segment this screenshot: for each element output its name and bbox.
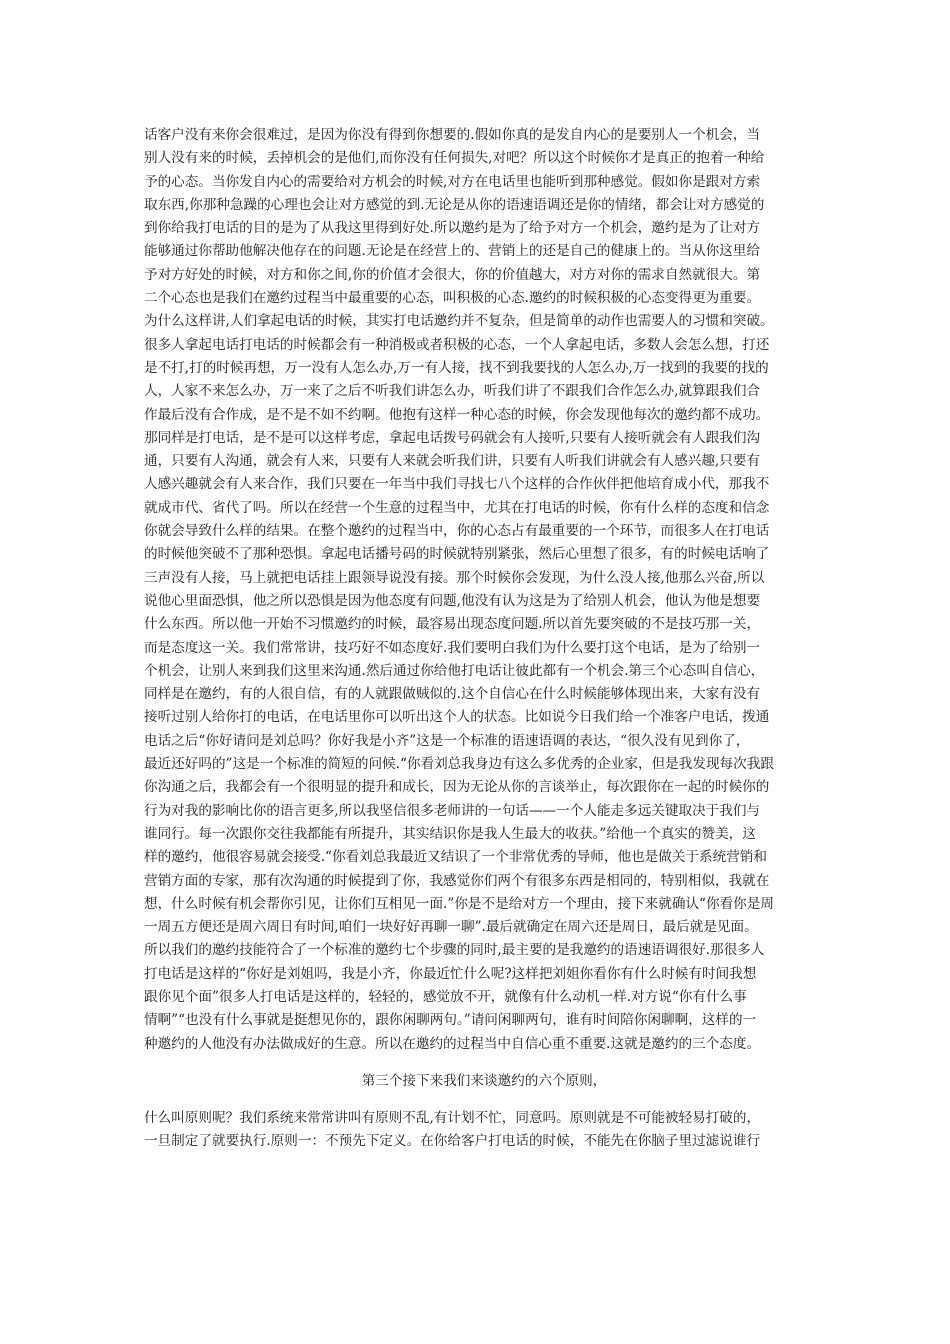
text-line: 什么东西。所以他一开始不习惯邀约的时候，最容易出现态度问题.所以首先要突破的不是技巧那一关， xyxy=(144,616,761,633)
paragraph-2 xyxy=(144,1107,824,1154)
document-body xyxy=(144,124,824,1154)
text-line: 话客户没有来你会很难过，是因为你没有得到你想要的.假如你真的是发自内心的是要别人一个机会，当 xyxy=(144,127,761,143)
paragraph-1 xyxy=(144,124,824,1056)
text-line: 予对方好处的时候，对方和你之间,你的价值才会很大，你的价值越大，对方对你的需求自然就很大。第 xyxy=(144,266,761,283)
text-line: 什么叫原则呢？我们系统来常常讲叫有原则不乱,有计划不忙，同意吗。原则就是不可能被轻易打破的， xyxy=(144,1110,761,1127)
text-line: 二个心态也是我们在邀约过程当中最重要的心态，叫积极的心态.邀约的时候积极的心态变得更为重要。 xyxy=(144,290,761,307)
text-line: 打电话是这样的“你好是刘姐吗，我是小齐，你最近忙什么呢?这样把刘姐你看你有什么时候有时间我想 xyxy=(144,965,757,982)
text-line: 一旦制定了就要执行.原则一：不预先下定义。在你给客户打电话的时候，不能先在你脑子里过滤说谁行 xyxy=(144,1133,761,1150)
text-line: 为什么这样讲,人们拿起电话的时候，其实打电话邀约并不复杂，但是简单的动作也需要人的习惯和突破。 xyxy=(144,313,774,330)
text-line: 就成市代、省代了吗。所以在经营一个生意的过程当中，尤其在打电话的时候，你有什么样的态度和信念 xyxy=(144,499,770,516)
text-line: 人感兴趣就会有人来合作，我们只要在一年当中我们寻找七八个这样的合作伙伴把他培育成小代，那我不 xyxy=(144,476,770,493)
text-line: 个机会，让别人来到我们这里来沟通.然后通过你给他打电话让彼此都有一个机会.第三个心态叫自信心， xyxy=(144,662,765,679)
text-line: 谁同行。每一次跟你交往我都能有所提升，其实结识你是我人生最大的收获。”给他一个真实的赞美，这 xyxy=(144,825,756,842)
text-line: 到你给我打电话的目的是为了从我这里得到好处.所以邀约是为了给予对方一个机会，邀约是为了让对方 xyxy=(144,220,761,237)
text-line: 同样是在邀约，有的人很自信，有的人就跟做贼似的.这个自信心在什么时候能够体现出来，大家有没有 xyxy=(144,686,761,703)
text-line: 种邀约的人他没有办法做成好的生意。所以在邀约的过程当中自信心重不重要.这就是邀约的三个态度。 xyxy=(144,1035,761,1052)
text-line: 三声没有人接，马上就把电话挂上跟领导说没有接。那个时候你会发现，为什么没人接,他那么兴奋,所以 xyxy=(144,569,765,586)
section-heading: 第三个接下来我们来谈邀约的六个原则， xyxy=(361,1072,607,1089)
text-line: 情啊”“也没有什么事就是挺想见你的，跟你闲聊两句。”请问闲聊两句，谁有时间陪你闲聊啊，这样的一 xyxy=(144,1012,757,1029)
text-line: 通，只要有人沟通，就会有人来，只要有人来就会听我们讲，只要有人听我们讲就会有人感兴趣,只要有 xyxy=(144,453,761,470)
text-line: 最近还好吗的”这是一个标准的简短的问候.“你看刘总我身边有这么多优秀的企业家，但是我发现每次我跟 xyxy=(144,756,774,773)
text-line: 所以我们的邀约技能符合了一个标准的邀约七个步骤的同时,最主要的是我邀约的语速语调很好.那很多人 xyxy=(144,942,765,959)
text-line: 别人没有来的时候，丢掉机会的是他们,而你没有任何损失,对吧？所以这个时候你才是真正的抱着一种给 xyxy=(144,150,765,167)
text-line: 人，人家不来怎么办，万一来了之后不听我们讲怎么办，听我们讲了不跟我们合作怎么办,就算跟我们合 xyxy=(144,383,761,400)
text-line: 那同样是打电话，是不是可以这样考虑，拿起电话拨号码就会有人接听,只要有人接听就会有人跟我们沟 xyxy=(144,429,761,446)
text-line: 电话之后“你好请问是刘总吗？你好我是小齐”这是一个标准的语速语调的表达，“很久没有见到你了， xyxy=(144,732,750,749)
text-line: 营销方面的专家，那有次沟通的时候提到了你，我感觉你们两个有很多东西是相同的，特别相似，我就在 xyxy=(144,872,770,889)
text-line: 能够通过你帮助他解决他存在的问题.无论是在经营上的、营销上的还是自己的健康上的。当从你这里给 xyxy=(144,243,761,260)
text-line: 接听过别人给你打的电话，在电话里你可以听出这个人的状态。比如说今日我们给一个准客户电话，拨通 xyxy=(144,709,770,726)
text-line: 想，什么时候有机会帮你引见，让你们互相见一面.”你是不是给对方一个理由，接下来就确认“你看你是周 xyxy=(144,895,774,912)
text-line: 的时候他突破不了那种恐惧。拿起电话播号码的时候就特别紧张，然后心里想了很多，有的时候电话响了 xyxy=(144,546,770,563)
text-line: 行为对我的影响比你的语言更多,所以我坚信很多老师讲的一句话——一个人能走多远关键取决于我们与 xyxy=(144,802,761,819)
text-line: 样的邀约，他很容易就会接受.“你看刘总我最近又结识了一个非常优秀的导师，他也是做关于系统营销和 xyxy=(144,849,767,866)
text-line: 予的心态。当你发自内心的需要给对方机会的时候,对方在电话里也能听到那种感觉。假如你是跟对方索 xyxy=(144,173,761,190)
text-line: 很多人拿起电话打电话的时候都会有一种消极或者积极的心态，一个人拿起电话，多数人会怎么想，打还 xyxy=(144,336,770,353)
text-line: 一周五方便还是周六周日有时间,咱们一块好好再聊一聊”.最后就确定在周六还是周日，最后就是见面。 xyxy=(144,919,758,936)
text-line: 而是态度这一关。我们常常讲，技巧好不如态度好.我们要明白我们为什么要打这个电话，是为了给别一 xyxy=(144,639,761,656)
text-line: 是不打,打的时候再想，万一没有人怎么办,万一有人接，找不到我要找的人怎么办,万一找到的我要的找的 xyxy=(144,359,769,376)
text-line: 跟你见个面”很多人打电话是这样的，轻轻的，感觉放不开，就像有什么动机一样.对方说“你有什么事 xyxy=(144,988,747,1005)
text-line: 你就会导致什么样的结果。在整个邀约的过程当中，你的心态占有最重要的一个环节，而很多人在打电话 xyxy=(144,523,770,540)
text-line: 说他心里面恐惧，他之所以恐惧是因为他态度有问题,他没有认为这是为了给别人机会，他认为他是想要 xyxy=(144,592,761,609)
text-line: 取东西,你那种急躁的心理也会让对方感觉的到.无论是从你的语速语调还是你的情绪，都会让对方感觉的 xyxy=(144,196,765,213)
text-line: 你沟通之后，我都会有一个很明显的提升和成长，因为无论从你的言谈举止，每次跟你在一起的时候你的 xyxy=(144,779,770,796)
text-line: 作最后没有合作成，是不是不如不约啊。他抱有这样一种心态的时候，你会发现他每次的邀约都不成功。 xyxy=(144,406,770,423)
